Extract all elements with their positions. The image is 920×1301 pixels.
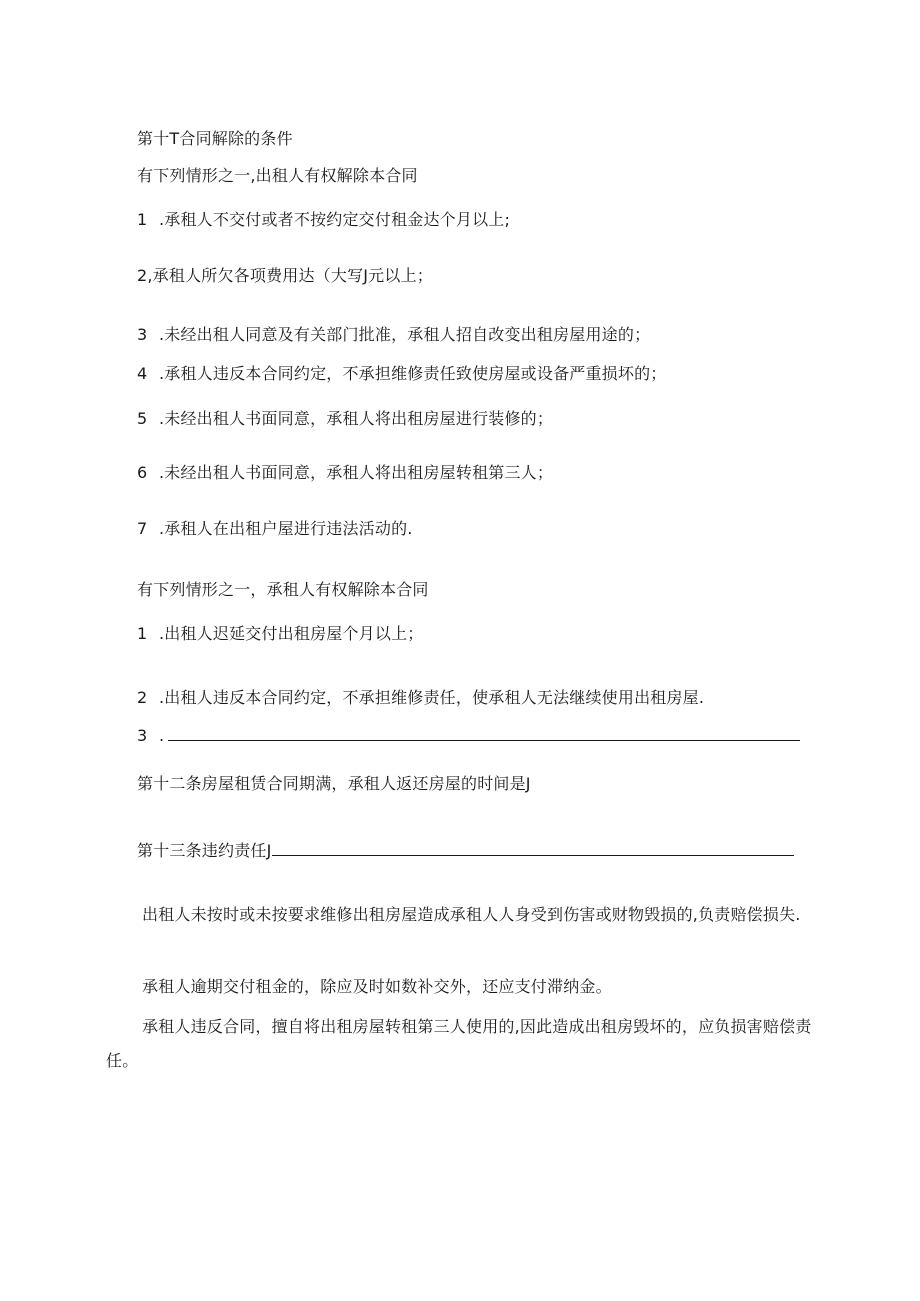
item-text: .承租人在出租户屋进行违法活动的. <box>159 519 413 538</box>
item-text: 2,承租人所欠各项费用达（大写J元以上； <box>137 266 433 285</box>
item-text: .未经出租人同意及有关部门批准，承租人招自改变出租房屋用途的； <box>159 325 651 344</box>
landlord-termination-intro: 有下列情形之一,出租人有权解除本合同 <box>137 166 418 185</box>
item-text: .承租人违反本合同约定，不承担维修责任致使房屋或设备严重损坏的； <box>159 364 667 383</box>
item-number: 1 <box>137 624 148 643</box>
item-number: 7 <box>137 519 148 538</box>
item-number: 1 <box>137 210 148 229</box>
item-text: .未经出租人书面同意，承租人将出租房屋转租第三人； <box>159 463 554 482</box>
item-number: 6 <box>137 463 148 482</box>
fill-in-blank-line <box>168 725 800 741</box>
tenant-termination-intro: 有下列情形之一，承租人有权解除本合同 <box>137 580 429 599</box>
item-text: .出租人迟延交付出租房屋个月以上； <box>159 624 424 643</box>
item-number: 4 <box>137 364 148 383</box>
tenant-item-1 <box>137 623 424 645</box>
landlord-item-4 <box>137 363 667 385</box>
item-text: .未经出租人书面同意，承租人将出租房屋进行装修的； <box>159 409 554 428</box>
section-11-title: 第十T合同解除的条件 <box>137 129 293 148</box>
item-number: 5 <box>137 409 148 428</box>
fill-in-blank-line <box>272 840 794 856</box>
section-13-label: 第十三条违约责任J <box>137 841 272 860</box>
landlord-item-5 <box>137 408 553 430</box>
section-13-title <box>137 840 794 862</box>
item-number: 3 <box>137 325 148 344</box>
liability-paragraph-1: 出租人未按时或未按要求维修出租房屋造成承租人人身受到伤害或财物毁损的,负责赔偿损失. <box>142 905 801 924</box>
item-number: 3 <box>137 726 148 745</box>
item-number: 2 <box>137 688 148 707</box>
item-text: .出租人违反本合同约定，不承担维修责任，使承租人无法继续使用出租房屋. <box>159 688 705 707</box>
landlord-item-3 <box>137 324 650 346</box>
section-12-text: 第十二条房屋租赁合同期满，承租人返还房屋的时间是J <box>137 774 531 793</box>
landlord-item-6 <box>137 462 553 484</box>
liability-paragraph-3: 承租人违反合同，擅自将出租房屋转租第三人使用的,因此造成出租房毁坏的，应负损害赔偿责任。 <box>106 1017 812 1070</box>
item-text: . <box>159 726 165 745</box>
tenant-item-2 <box>137 687 704 709</box>
liability-paragraph-2: 承租人逾期交付租金的，除应及时如数补交外，还应支付滞纳金。 <box>142 977 612 996</box>
landlord-item-2 <box>137 265 433 287</box>
landlord-item-1 <box>137 209 510 231</box>
item-text: .承租人不交付或者不按约定交付租金达个月以上; <box>159 210 511 229</box>
landlord-item-7 <box>137 518 413 540</box>
tenant-item-3 <box>137 725 800 747</box>
